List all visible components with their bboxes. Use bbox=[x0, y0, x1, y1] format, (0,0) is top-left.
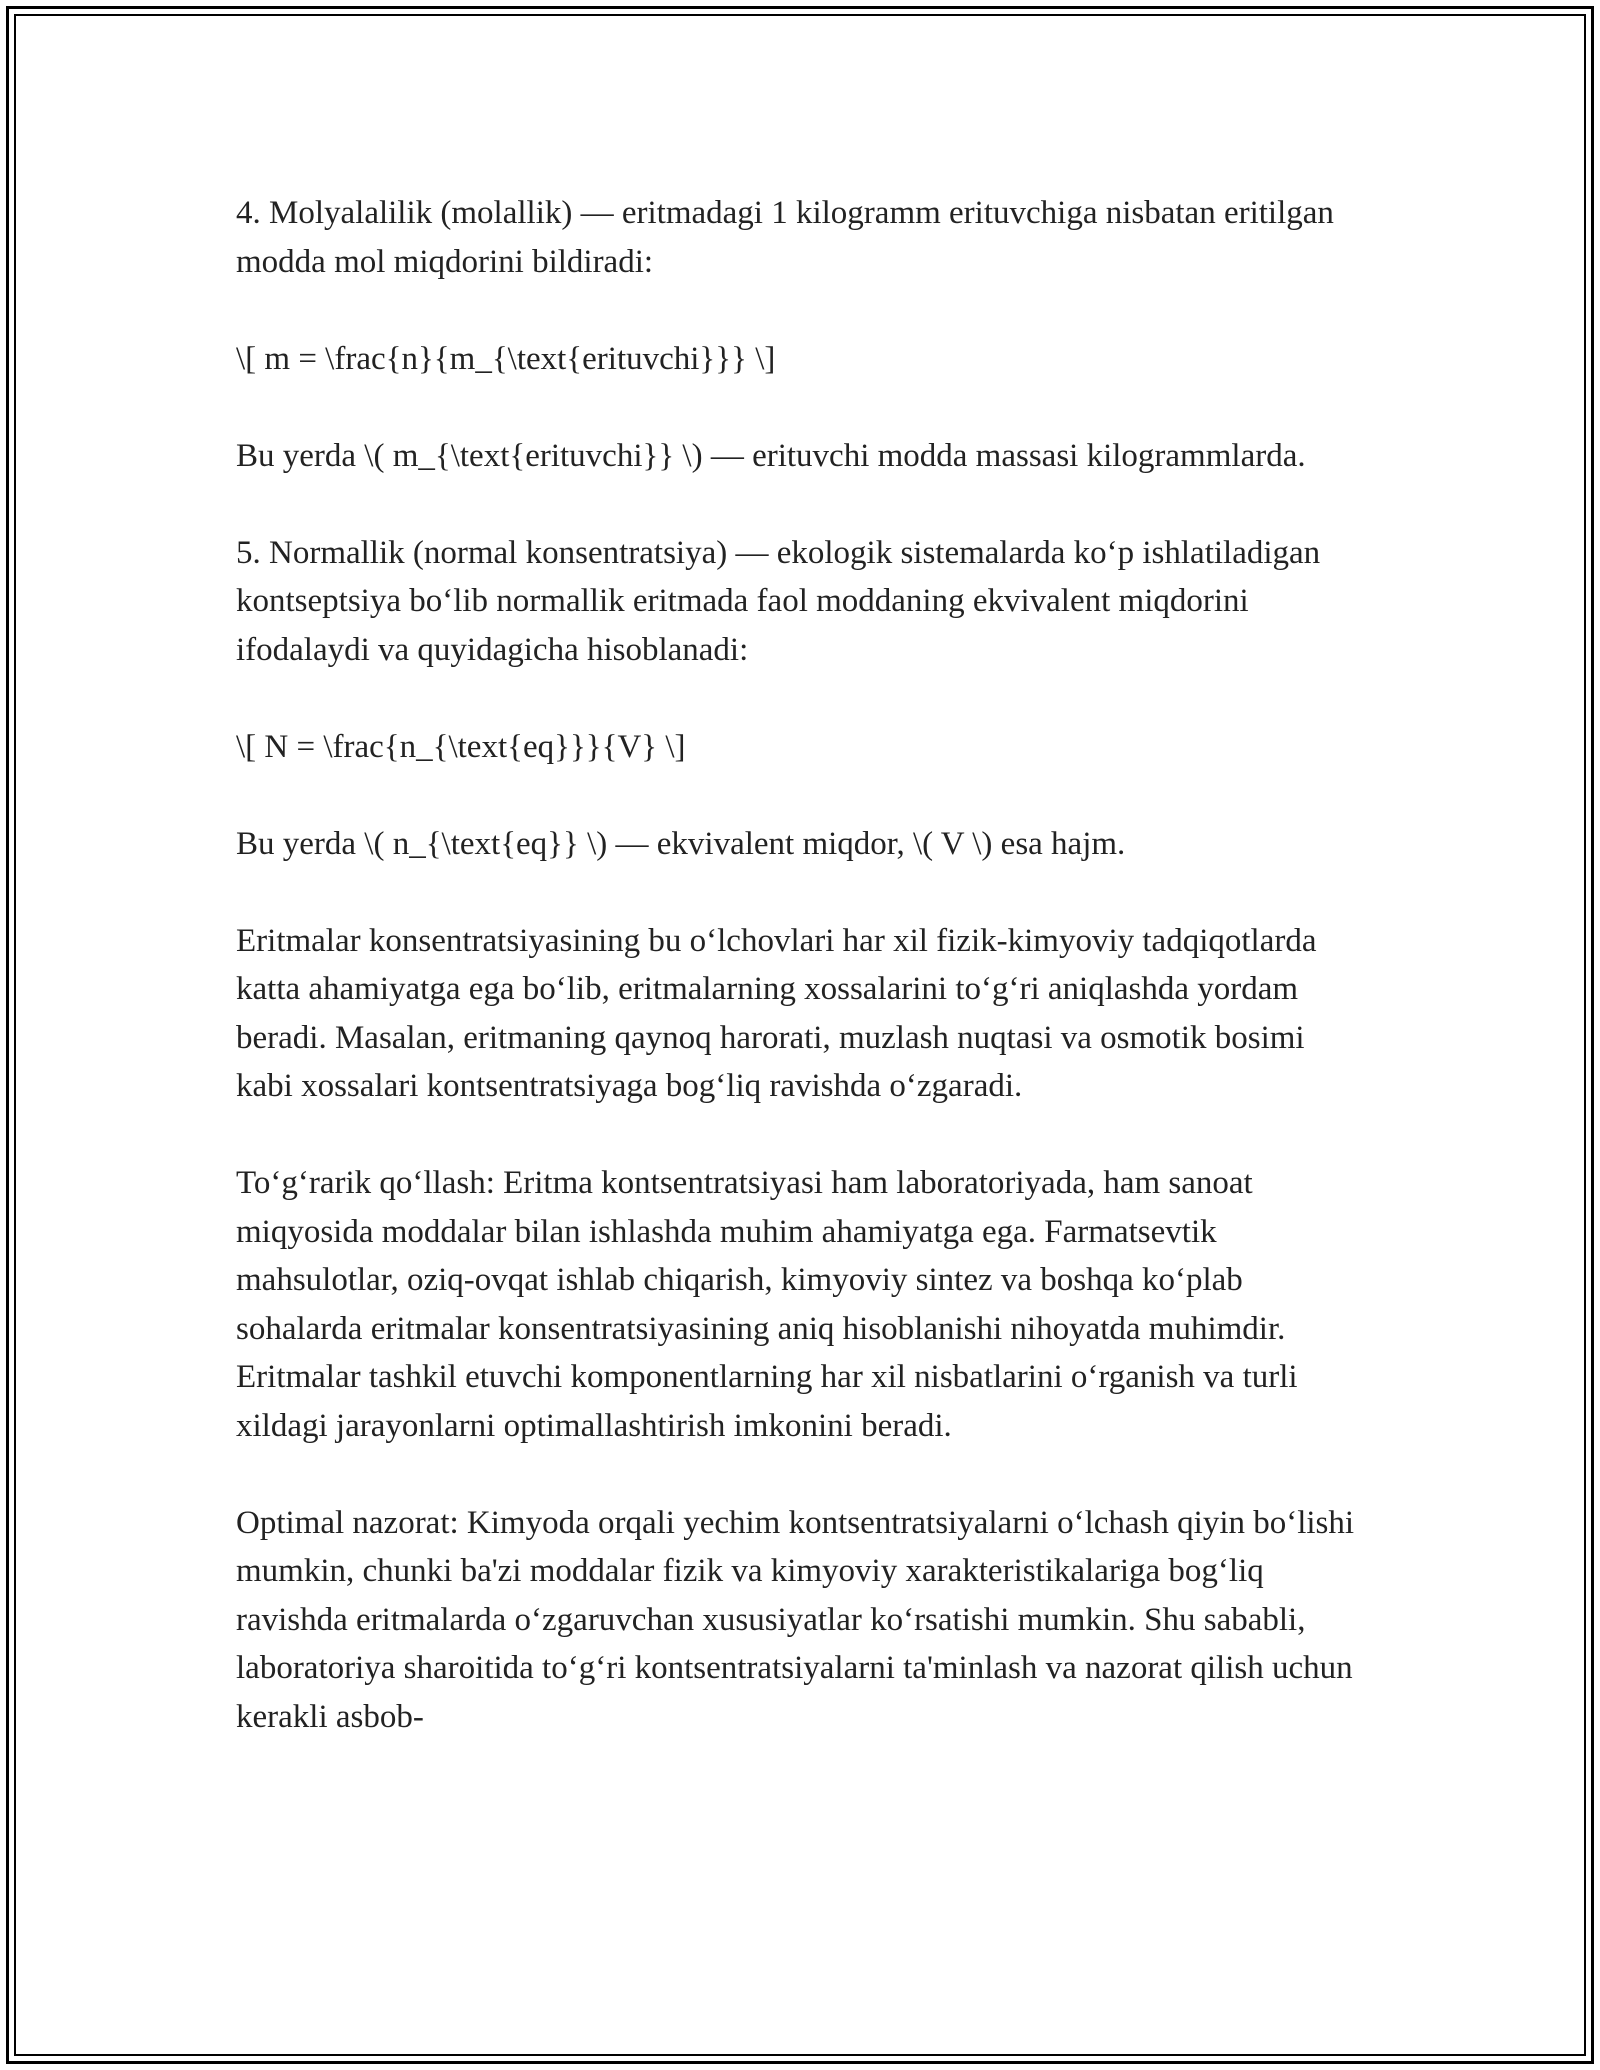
paragraph-concentration-importance: Eritmalar konsentratsiyasining bu oʻlchovlari har xil fizik-kimyoviy tadqiqotlarda katta ahamiyatga ega boʻlib, eritmalarning xossalarini toʻgʻri aniqlashda yordam beradi. Masalan, eritmaning qaynoq harorati, muzlash nuqtasi va osmotik bosimi kabi xossalari kontsentratsiyaga bogʻliq ravishda oʻzgaradi. bbox=[236, 922, 1317, 1104]
paragraph-application: Toʻgʻrarik qoʻllash: Eritma kontsentratsiyasi ham laboratoriyada, ham sanoat miqyosida moddalar bilan ishlashda muhim ahamiyatga ega. Farmatsevtik mahsulotlar, oziq-ovqat ishlab chiqarish, kimyoviy sintez va boshqa koʻplab sohalarda eritmalar konsentratsiyasining aniq hisoblanishi nihoyatda muhimdir. Eritmalar tashkil etuvchi komponentlarning har xil nisbatlarini oʻrganish va turli xildagi jarayonlarni optimallashtirish imkonini beradi. bbox=[236, 1165, 1298, 1444]
formula-molality: \[ m = \frac{n}{m_{\text{erituvchi}}} \] bbox=[236, 340, 776, 377]
paragraph-normality-definition: 5. Normallik (normal konsentratsiya) — ekologik sistemalarda koʻp ishlatiladigan kontseptsiya boʻlib normallik eritmada faol moddaning ekvivalent miqdorini ifodalaydi va quyidagicha hisoblanadi: bbox=[236, 534, 1321, 668]
paragraph-optimal-control: Optimal nazorat: Kimyoda orqali yechim kontsentratsiyalarni oʻlchash qiyin boʻlishi mumkin, chunki ba'zi moddalar fizik va kimyoviy xarakteristikalariga bogʻliq ravishda eritmalarda oʻzgaruvchan xususiyatlar koʻrsatishi mumkin. Shu sababli, laboratoriya sharoitida toʻgʻri kontsentratsiyalarni ta'minlash va nazorat qilish uchun kerakli asbob- bbox=[236, 1504, 1355, 1735]
paragraph-molality-definition: 4. Molyalalilik (molallik) — eritmadagi 1 kilogramm erituvchiga nisbatan eritilgan modda mol miqdorini bildiradi: bbox=[236, 195, 1334, 280]
document-body bbox=[236, 189, 1366, 1741]
formula-normality: \[ N = \frac{n_{\text{eq}}}{V} \] bbox=[236, 728, 686, 765]
paragraph-normality-note: Bu yerda \( n_{\text{eq}} \) — ekvivalent miqdor, \( V \) esa hajm. bbox=[236, 825, 1126, 862]
paragraph-molality-note: Bu yerda \( m_{\text{erituvchi}} \) — erituvchi modda massasi kilogrammlarda. bbox=[236, 437, 1306, 474]
